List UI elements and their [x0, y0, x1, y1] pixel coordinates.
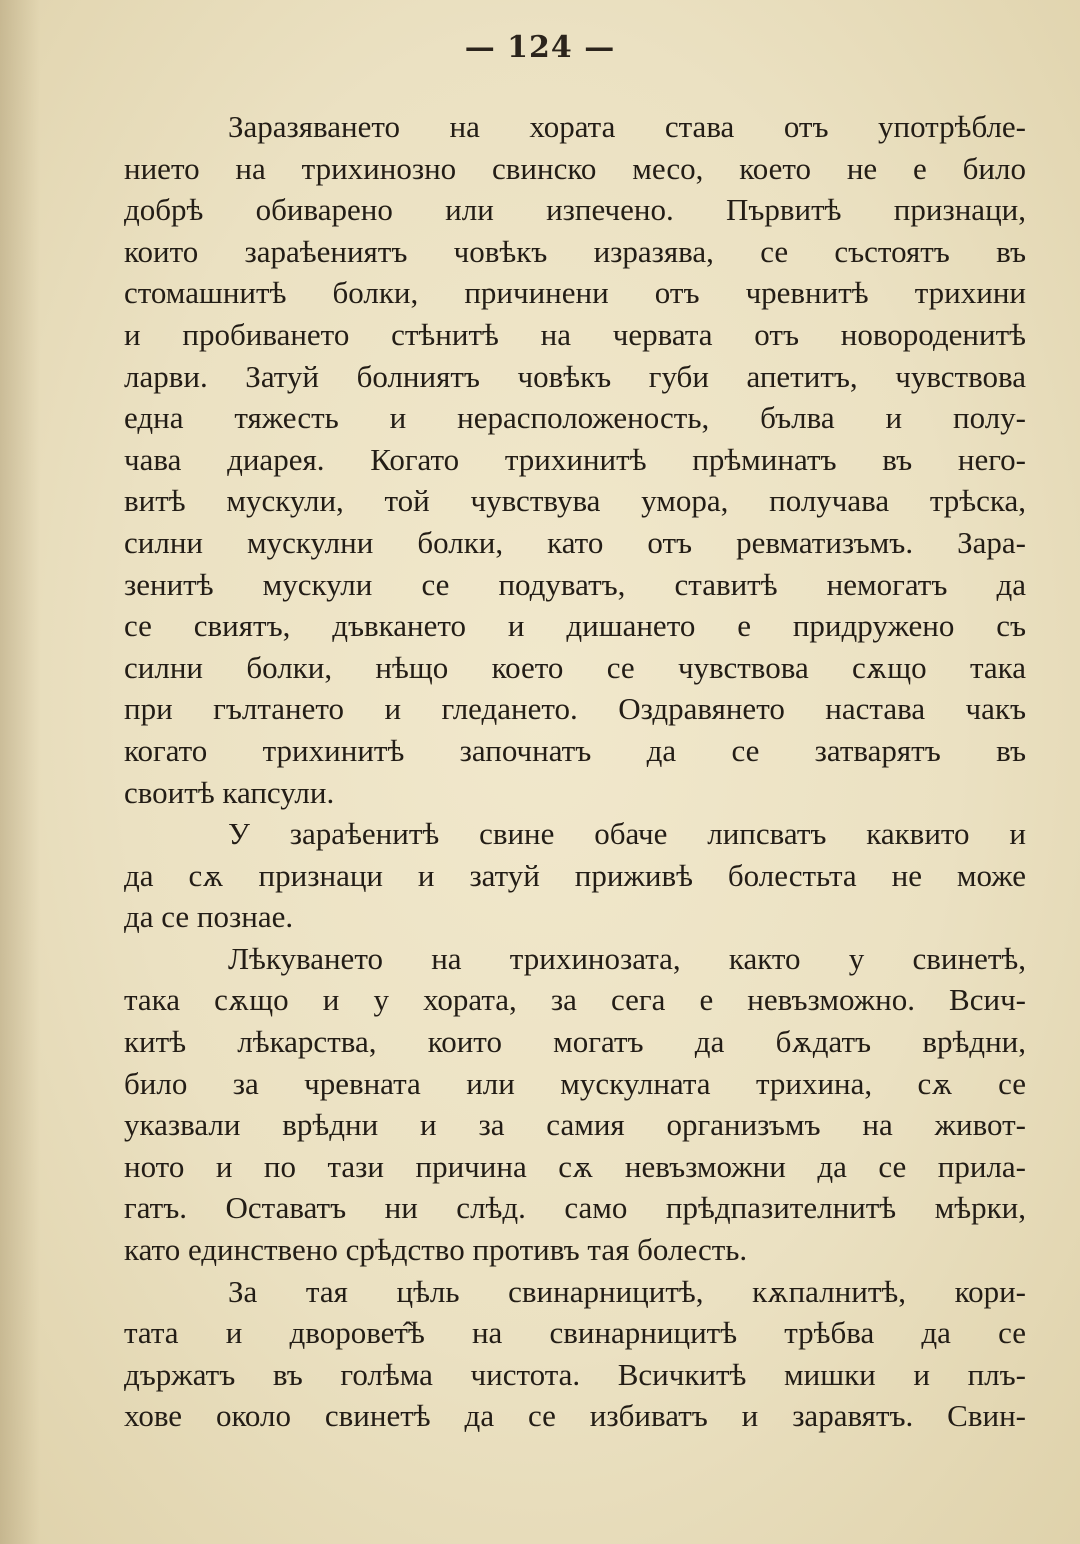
- body-text: [124, 106, 1026, 1437]
- text-line: ното и по тази причина сѫ невъзможни да се прила-: [124, 1148, 1026, 1184]
- page-number: — 124 —: [464, 30, 616, 65]
- text-line: нието на трихинозно свинско месо, което не е било: [124, 150, 1026, 186]
- text-line: и пробиването стѣнитѣ на червата отъ новороденитѣ: [124, 316, 1026, 352]
- text-line: било за чревната или мускулната трихина, сѫ се: [124, 1065, 1026, 1101]
- text-line: при гълтането и гледането. Оздравянето настава чакъ: [124, 691, 1026, 727]
- text-line: хове около свинетѣ да се избиватъ и заравятъ. Свин-: [124, 1398, 1026, 1434]
- text-line: добрѣ обиварено или изпечено. Първитѣ признаци,: [124, 192, 1026, 228]
- text-line: една тяжесть и нерасположеность, бълва и полу-: [124, 400, 1026, 436]
- text-line: се свиятъ, дъвкането и дишането е придружено съ: [124, 608, 1026, 644]
- text-line: тата и дворовет̂ѣ на свинарницитѣ трѣбва да се: [124, 1315, 1026, 1351]
- text-line: китѣ лѣкарства, които могатъ да бѫдатъ врѣдни,: [124, 1024, 1026, 1060]
- paragraph: [124, 106, 1026, 813]
- text-line: чава диарея. Когато трихинитѣ прѣминатъ въ него-: [124, 441, 1026, 477]
- text-line: да се познае.: [124, 899, 294, 935]
- text-line: У зараѣенитѣ свине обаче липсватъ каквито и: [228, 816, 1026, 852]
- text-line: така сѫщо и у хората, за сега е невъзможно. Всич-: [124, 982, 1026, 1018]
- text-line: ларви. Затуй болниятъ човѣкъ губи апетитъ, чувствова: [124, 358, 1026, 394]
- text-line: Лѣкуването на трихинозата, както у свинетѣ,: [228, 940, 1026, 976]
- text-line: да сѫ признаци и затуй приживѣ болестьта не може: [124, 857, 1026, 893]
- text-line: държатъ въ голѣма чистота. Всичкитѣ мишки и плъ-: [124, 1356, 1026, 1392]
- text-line: указвали врѣдни и за самия организъмъ на живот-: [124, 1107, 1026, 1143]
- text-line: зенитѣ мускули се подуватъ, ставитѣ немогатъ да: [124, 566, 1026, 602]
- page-edge-shadow: [0, 0, 40, 1544]
- text-line: стомашнитѣ болки, причинени отъ чревнитѣ трихини: [124, 275, 1026, 311]
- text-line: За тая цѣль свинарницитѣ, кѫпалнитѣ, кори-: [228, 1273, 1026, 1309]
- text-line: които зараѣениятъ човѣкъ изразява, се състоятъ въ: [124, 233, 1026, 269]
- paragraph: [124, 938, 1026, 1271]
- paragraph: [124, 1271, 1026, 1437]
- text-line: гатъ. Оставатъ ни слѣд. само прѣдпазителнитѣ мѣрки,: [124, 1190, 1026, 1226]
- text-line: когато трихинитѣ започнатъ да се затварятъ въ: [124, 732, 1026, 768]
- text-line: силни мускулни болки, като отъ ревматизъмъ. Зара-: [124, 524, 1026, 560]
- text-line: като единствено срѣдство противъ тая болесть.: [124, 1232, 748, 1268]
- paragraph: [124, 813, 1026, 938]
- text-line: витѣ мускули, той чувствува умора, получава трѣска,: [124, 483, 1026, 519]
- text-line: своитѣ капсули.: [124, 774, 335, 810]
- text-line: Заразяването на хората става отъ употрѣбле-: [228, 109, 1026, 144]
- text-line: силни болки, нѣщо което се чувствова сѫщо така: [124, 649, 1026, 685]
